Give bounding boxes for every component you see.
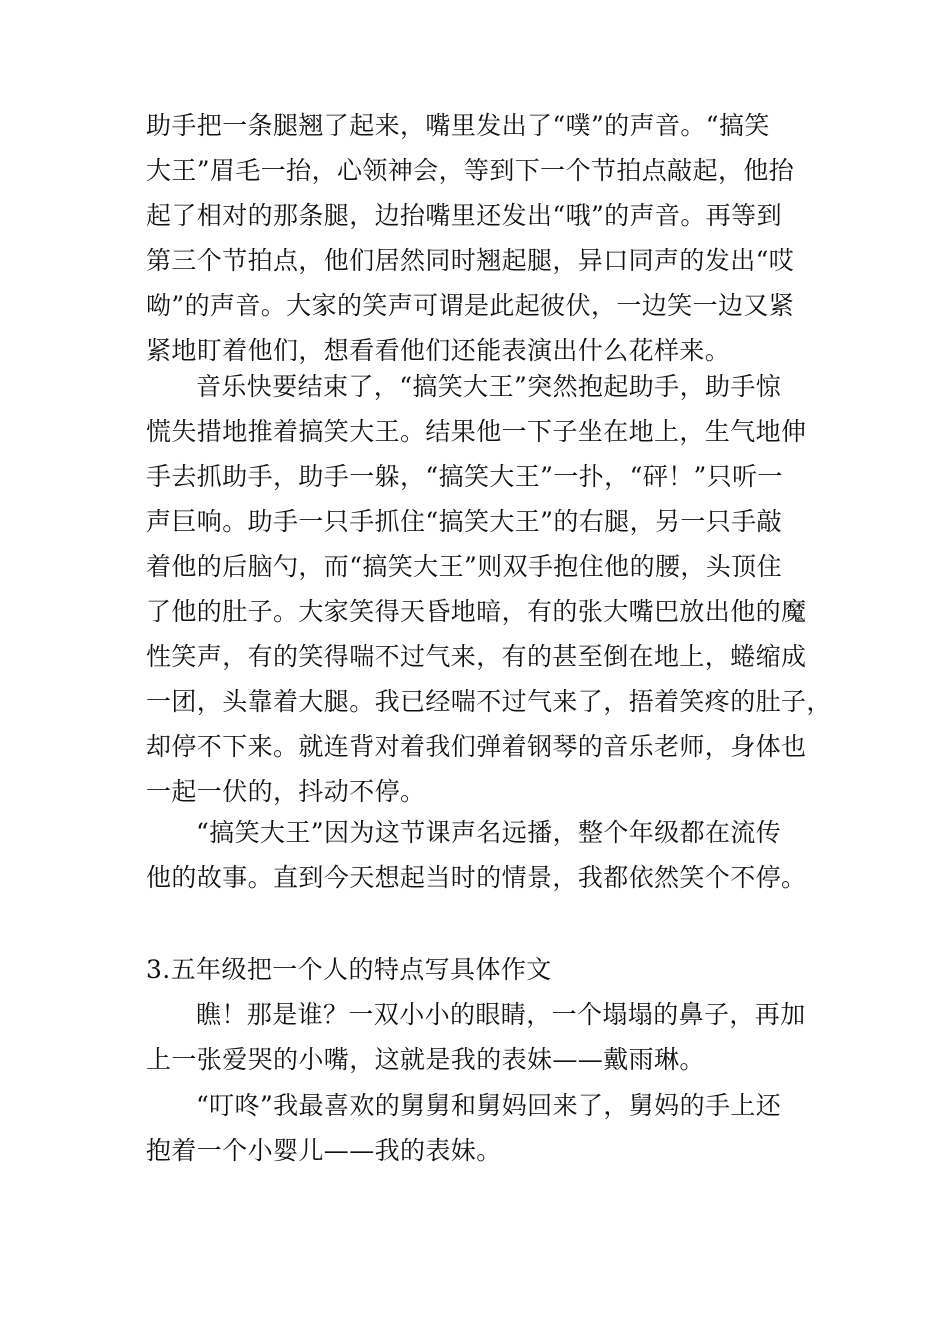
paragraph-4-line: 瞧！那是谁？一双小小的眼睛，一个塌塌的鼻子，再加 [196, 1000, 806, 1029]
paragraph-2-line: 了他的肚子。大家笑得天昏地暗，有的张大嘴巴放出他的魔 [146, 597, 807, 626]
paragraph-1-line: 助手把一条腿翘了起来，嘴里发出了“噗”的声音。“搞笑 [146, 111, 770, 140]
paragraph-1-line: 起了相对的那条腿，边抬嘴里还发出“哦”的声音。再等到 [146, 201, 782, 230]
paragraph-2-line: 一起一伏的，抖动不停。 [146, 777, 426, 806]
paragraph-2-line: 慌失措地推着搞笑大王。结果他一下子坐在地上，生气地伸 [146, 417, 807, 446]
paragraph-2-line: 着他的后脑勺，而“搞笑大王”则双手抱住他的腰，头顶住 [146, 552, 782, 581]
paragraph-2-line: 音乐快要结束了，“搞笑大王”突然抱起助手，助手惊 [196, 372, 782, 401]
paragraph-1-line: 第三个节拍点，他们居然同时翘起腿，异口同声的发出“哎 [146, 246, 795, 275]
paragraph-2-line: 声巨响。助手一只手抓住“搞笑大王”的右腿，另一只手敲 [146, 507, 782, 536]
paragraph-2-line: 却停不下来。就连背对着我们弹着钢琴的音乐老师，身体也 [146, 732, 807, 761]
paragraph-1-line: 呦”的声音。大家的笑声可谓是此起彼伏，一边笑一边又紧 [146, 291, 795, 320]
paragraph-1-line: 大王”眉毛一抬，心领神会，等到下一个节拍点敲起，他抬 [146, 156, 795, 185]
paragraph-1-line: 紧地盯着他们，想看看他们还能表演出什么花样来。 [146, 336, 731, 365]
paragraph-3-line: “搞笑大王”因为这节课声名远播，整个年级都在流传 [196, 818, 782, 847]
paragraph-3-line: 他的故事。直到今天想起当时的情景，我都依然笑个不停。 [146, 863, 807, 892]
paragraph-4-line: 上一张爱哭的小嘴，这就是我的表妹——戴雨琳。 [146, 1045, 705, 1074]
section-heading-text: 3.五年级把一个人的特点写具体作文 [146, 955, 552, 984]
paragraph-2-line: 手去抓助手，助手一躲，“搞笑大王”一扑，“砰！”只听一 [146, 462, 783, 491]
paragraph-5-line: “叮咚”我最喜欢的舅舅和舅妈回来了，舅妈的手上还 [196, 1091, 782, 1120]
paragraph-5-line: 抱着一个小婴儿——我的表妹。 [146, 1136, 502, 1165]
paragraph-2-line: 性笑声，有的笑得喘不过气来，有的甚至倒在地上，蜷缩成 [146, 642, 807, 671]
paragraph-2-line: 一团，头靠着大腿。我已经喘不过气来了，捂着笑疼的肚子， [146, 687, 832, 716]
